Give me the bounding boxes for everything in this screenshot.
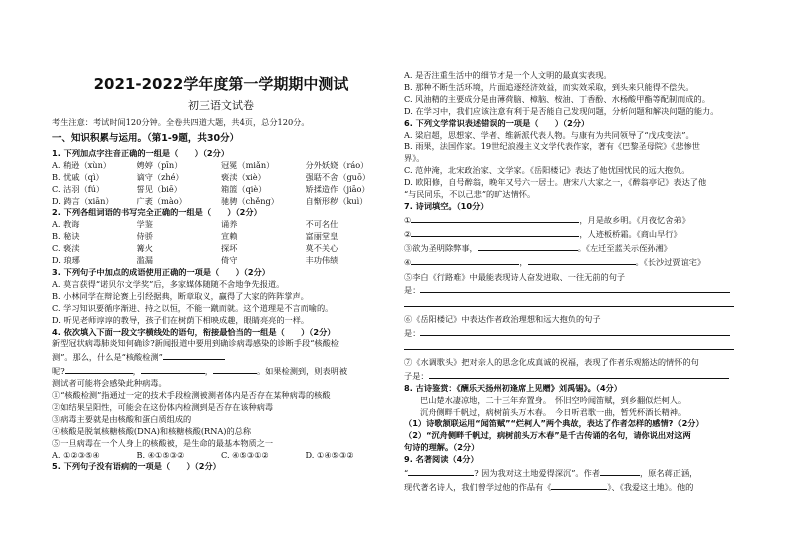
answer-blank[interactable] [65,364,133,374]
question-6-option: A. 梁启超，思想家、学者、维新派代表人物。与康有为共同领导了“戊戌变法”。 [404,129,694,140]
question-7-stem: 7. 诗词填空。（10分） [404,200,489,211]
question-2-row: C. 亵渎 篝火 探坏 莫不关心 [52,243,339,254]
answer-line [404,340,744,354]
poem-line: 巴山楚水凄凉地，二十三年弃置身。 怀旧空吟闻笛赋，到乡翻似烂柯人。 [420,394,687,405]
poem-question: ⑤李白《行路难》中最能表现诗人奋发进取、一往无前的句子 [404,271,626,282]
question-8-sub: （2）“沉舟侧畔千帆过，病树前头万木春”是千古传诵的名句，请你说出对这两 [404,430,691,441]
question-3-option: D. 听见老师谆谆的教导，孩子们在树荫下相映成趣，眼睛亮亮的一样。 [52,314,310,325]
question-4-item: ⑤一旦病毒在一个人身上的核酸被，是生命的最基本物质之一 [52,437,274,448]
question-2-stem: 2. 下列各组词语的书写完全正确的一组是（ ）（2分） [52,207,262,218]
poem-fill-line: ④ ， 。《长沙过贾谊宅》 [404,256,706,267]
question-4-text: 测试者可能将会感染此种病毒。 [52,378,167,389]
poem-fill-line: ② ，人迹板桥霜。《商山早行》 [404,228,682,239]
question-8-stem: 8. 古诗鉴赏：《酬乐天扬州初逢席上见赠》刘禹锡》。（4分） [404,382,622,393]
poem-fill-line: ③欲为圣明除弊事， 。《左迁至蓝关示侄孙湘》 [404,242,672,253]
question-6-stem: 6. 下列文学常识表述错误的一项是（ ）（2分） [404,117,590,128]
answer-blank[interactable] [420,326,730,336]
question-1-row: D. 踌言（xiān） 广袤（mào） 驰骋（chěng） 自惭形秽（kuì） [52,195,368,206]
question-6-option: 界》。 [404,153,425,164]
question-4-item: ④核酸是脱氧核糖核酸(DNA)和核糖核酸(RNA)的总称 [52,425,252,436]
question-5-option: D. 在学习中，我们应该注意有利于是否能自己发现问题，分析问题和解决问题的能力。 [404,105,719,116]
question-3-option: C. 学习知识要循序渐进、持之以恒，不能一蹴而就。这个道理是不言而喻的。 [52,302,334,313]
answer-blank[interactable] [141,364,205,374]
question-4-text: 呢? ， ， 。如果检测到，则表明被 [52,366,348,377]
answer-blank[interactable] [600,466,640,476]
question-4-item: ②如结果呈阳性，可能会在这份体内检测到是否存在该种病毒 [52,401,274,412]
question-2-row: B. 秘诀 侍骄 宣赖 富丽堂皇 [52,231,339,242]
answer-line [404,297,744,311]
question-6-option: “与民同乐，不以己悲”的旷达情怀。 [404,189,536,200]
right-column [404,70,744,494]
question-6-option: D. 欧阳修，自号醉翁，晚年又号六一居士。唐宋八大家之一，《醉翁亭记》表达了他 [404,177,707,188]
question-3-option: B. 小林同学在辩论赛上引经据典，断章取义，赢得了大家的阵阵掌声。 [52,290,309,301]
poem-question: 是： [404,326,744,340]
answer-blank[interactable] [420,283,730,293]
poem-question: ⑥《岳阳楼记》中表达作者政治理想和远大抱负的句子 [404,314,601,325]
question-5-option: C. 风油精的主要成分是由薄荷脑、樟脑、桉油、丁香酚、水杨酸甲酯等配制而成的。 [404,93,710,104]
answer-blank[interactable] [411,227,579,237]
answer-blank[interactable] [411,213,579,223]
left-column [52,74,390,473]
question-1-row: A. 稍逊（xùn） 娉婷（pīn） 冠冕（miǎn） 分外妖娆（ráo） [52,159,369,170]
exam-note: 考生注意：考试时间120分钟。全卷共四道大题，共4页，总分120分。 [52,117,310,127]
answer-blank[interactable] [551,480,607,490]
exam-subtitle: 初三语文试卷 [188,99,254,112]
exam-title: 2021-2022学年度第一学期期中测试 [93,75,349,93]
question-4-item: ①“核酸检测”指通过一定的技术手段检测被测者体内是否存在某种病毒的核酸 [52,390,331,401]
answer-blank[interactable] [404,340,734,350]
question-1-stem: 1. 下列加点字注音正确的一组是（ ）（2分） [52,147,230,158]
section-heading: 一、知识积累与运用。（第1-9题，共30分） [52,132,240,144]
question-3-stem: 3. 下列句子中加点的成语使用正确的一项是（ ）（2分） [52,266,270,277]
poem-question: 子是： [404,369,744,383]
question-9-text: “ ? 因为我对这土地爱得深沉”。作者 ，原名蒋正涵， [404,468,698,479]
poem-question: ⑦《水调歌头》把对亲人的思念化成真诚的祝福，表现了作者乐观豁达的情怀的句 [404,356,699,367]
answer-blank[interactable] [411,255,519,265]
question-8-sub: 句诗的理解。（2分） [404,442,480,453]
question-1-row: B. 忧戚（qì） 谪守（zhé） 亵渎（xiè） 强聒不舍（guō） [52,171,371,182]
question-4-text: 测”。那么，什么是“核酸检测” [52,350,390,364]
question-3-option: A. 莫言获得“诺贝尔文学奖”后，多家媒体随随不舍地争先报道。 [52,278,285,289]
answer-blank[interactable] [213,364,257,374]
question-5-stem: 5. 下列句子没有语病的一项是（ ）（2分） [52,461,221,472]
answer-blank[interactable] [429,369,729,379]
question-6-option: B. 雨果，法国作家。19世纪浪漫主义文学代表作家，著有《巴黎圣母院》《悲惨世 [404,141,700,152]
poem-line: 沉舟侧畔千帆过，病树前头万木春。 今日听君歌一曲，暂凭杯酒长精神。 [420,406,687,417]
answer-blank[interactable] [163,350,225,360]
question-5-option: A. 是否注重生活中的细节才是一个人文明的最真实表现。 [404,70,612,80]
answer-blank[interactable] [404,297,734,307]
answer-blank[interactable] [478,241,578,251]
question-4-options: A. ①②③⑤④ B. ④①⑤③② C. ④⑤③①② D. ①④⑤③② [52,449,354,460]
question-2-row: D. 琅琊 滥漏 倚守 丰功伟绩 [52,255,339,266]
question-4-item: ③病毒主要就是由核酸和蛋白质组成的 [52,413,192,424]
question-5-option: B. 那种不断生活环境，片面追逐经济效益，而实效采取，到头来只能得不偿失。 [404,81,694,92]
question-4-text: 新型冠状病毒肺炎知何确诊?新闻报道中要用到确诊病毒感染的诊断手段“核酸检 [52,338,339,349]
answer-blank[interactable] [528,255,636,265]
question-9-stem: 9. 名著阅读（4分） [404,454,479,465]
poem-question: 是： [404,283,744,297]
question-6-option: C. 范仲淹，北宋政治家、文学家。《岳阳楼记》表达了他忧国忧民的远大抱负。 [404,165,690,176]
question-1-row: C. 沽羽（fú） 誓见（biē） 箱篮（qiè） 矫揉造作（jiāo） [52,183,370,194]
question-9-text: 现代著名诗人，我们曾学过他的作品有《 》、《我爱这土地》。他的 [404,482,694,492]
question-4-stem: 4. 依次填入下面一段文字横线处的语句，衔接最恰当的一组是（ ）（2分） [52,326,336,337]
answer-blank[interactable] [408,466,474,476]
poem-fill-line: ① ，月是故乡明。《月夜忆舍弟》 [404,214,690,225]
question-8-sub: （1）诗歌颔联运用“闻笛赋”“烂柯人”两个典故，表达了作者怎样的感情?（2分） [404,418,704,429]
question-2-row: A. 教诲 学鉴 诵养 不可名仕 [52,219,339,230]
